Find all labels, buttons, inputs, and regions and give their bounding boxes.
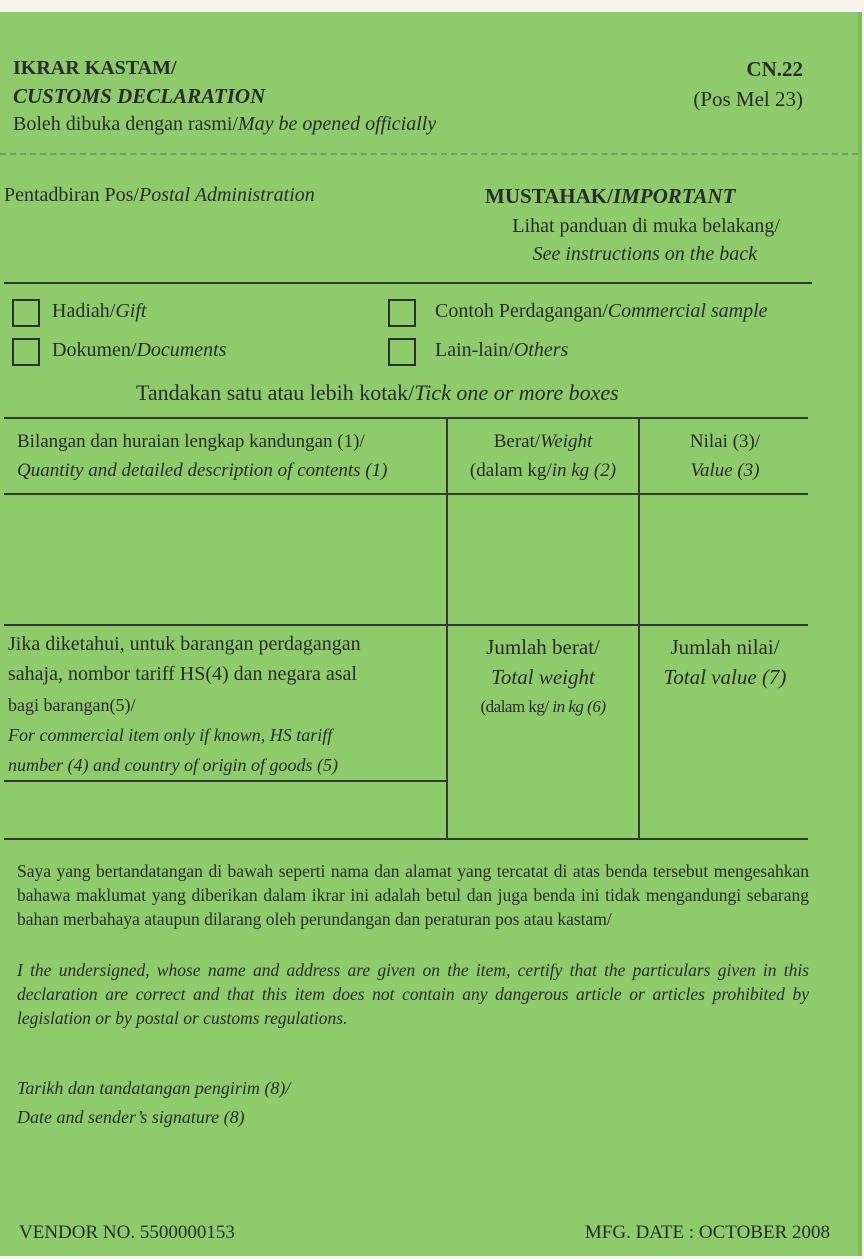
- total-weight-unit: [448, 697, 638, 717]
- hs-text-line3: bagi barangan(5)/: [8, 695, 136, 715]
- signature-area[interactable]: [17, 1137, 797, 1217]
- weight-entry-cell[interactable]: [449, 496, 636, 622]
- documents-label: [52, 339, 226, 362]
- sample-malay: Contoh Perdagangan/: [435, 300, 608, 322]
- opened-officially-note: [13, 113, 436, 136]
- total-weight-english: Total weight: [491, 665, 595, 689]
- documents-english: Documents: [136, 339, 227, 361]
- declaration-malay-text: Saya yang bertandatangan di bawah seperti nama dan alamat yang tercatat di atas benda tersebut mengesahkan bahawa maklumat yang diberikan dalam ikrar ini adalah betul dan juga benda ini tidak mengandungi sebarang bahan merbahaya ataupun dilarang oleh perundangan dan peraturan pos atau kastam/: [17, 861, 809, 929]
- important-title: [485, 184, 735, 209]
- table-header-rule: [4, 493, 808, 495]
- table-bottom-rule: [4, 838, 808, 840]
- gift-malay: Hadiah/: [52, 300, 116, 322]
- table-totals-rule: [4, 624, 808, 626]
- total-weight-unit-english: in kg (6): [548, 697, 606, 716]
- commercial-sample-checkbox[interactable]: [388, 299, 416, 327]
- weight-header-line1: [448, 431, 638, 453]
- commercial-sample-label: [435, 300, 768, 323]
- value-entry-cell[interactable]: [641, 496, 808, 622]
- weight-unit-english: in kg (2): [551, 460, 617, 481]
- others-english: Others: [513, 339, 569, 361]
- important-malay: MUSTAHAK/: [485, 184, 613, 208]
- documents-malay: Dokumen/: [52, 339, 137, 361]
- title-malay: IKRAR KASTAM/: [13, 57, 177, 79]
- others-checkbox[interactable]: [388, 338, 416, 366]
- hs-code-entry-cell[interactable]: [6, 783, 444, 836]
- contents-entry-cell[interactable]: [6, 496, 444, 622]
- total-value-malay: Jumlah nilai/: [670, 635, 780, 659]
- weight-malay: Berat/: [493, 431, 541, 452]
- instructions-line-english: See instructions on the back: [532, 243, 757, 265]
- hs-text-line4: For commercial item only if known, HS tariff: [8, 725, 333, 745]
- admin-malay: Pentadbiran Pos/: [4, 184, 139, 206]
- tick-instruction: [136, 380, 619, 406]
- declaration-english-text: I the undersigned, whose name and address are given on the item, certify that the particulars given in this declaration are correct and that this item does not contain any dangerous article or articles prohibited by legislation or by postal or customs regulations.: [17, 960, 809, 1028]
- form-code: CN.22: [746, 57, 803, 81]
- hs-text-line5: number (4) and country of origin of goods (5): [8, 755, 338, 775]
- gift-label: [52, 300, 146, 323]
- contents-header-english: Quantity and detailed description of contents (1): [17, 460, 388, 481]
- gift-english: Gift: [115, 300, 147, 322]
- signature-label-malay: Tarikh dan tandatangan pengirim (8)/: [17, 1078, 291, 1098]
- opened-english: May be opened officially: [237, 113, 437, 135]
- table-top-rule: [4, 417, 808, 419]
- instructions-line-malay: Lihat panduan di muka belakang/: [512, 215, 780, 237]
- hs-code-rule: [4, 780, 446, 782]
- rule-above-categories: [4, 282, 812, 284]
- form-reference: (Pos Mel 23): [693, 87, 803, 111]
- customs-declaration-form: [0, 12, 862, 1256]
- title-english: CUSTOMS DECLARATION: [13, 84, 266, 108]
- total-weight-malay: Jumlah berat/: [486, 635, 600, 659]
- postal-administration-label: [4, 184, 315, 207]
- manufacture-date: MFG. DATE : OCTOBER 2008: [584, 1222, 830, 1243]
- total-weight-unit-malay: (dalam kg/: [480, 697, 549, 716]
- vendor-number: VENDOR NO. 5500000153: [19, 1222, 235, 1243]
- weight-unit-malay: (dalam kg/: [469, 460, 552, 481]
- declaration-english: [17, 958, 809, 1030]
- opened-malay: Boleh dibuka dengan rasmi/: [13, 113, 238, 135]
- others-label: [435, 339, 568, 362]
- admin-english: Postal Administration: [139, 184, 315, 206]
- important-english: IMPORTANT: [612, 184, 736, 208]
- others-malay: Lain-lain/: [435, 339, 514, 361]
- declaration-malay: [17, 859, 809, 931]
- hs-text-line2: sahaja, nombor tariff HS(4) dan negara asal: [8, 663, 357, 685]
- weight-english: Weight: [540, 431, 593, 452]
- contents-header-malay: Bilangan dan huraian lengkap kandungan (1)/: [17, 431, 365, 452]
- sample-english: Commercial sample: [607, 300, 768, 322]
- weight-header-line2: [448, 460, 638, 482]
- documents-checkbox[interactable]: [12, 338, 40, 366]
- value-header-malay: Nilai (3)/: [689, 431, 761, 452]
- total-value-english: Total value (7): [663, 665, 787, 689]
- perforation-line: [0, 153, 858, 155]
- signature-label-english: Date and sender’s signature (8): [17, 1107, 245, 1127]
- tick-instruction-malay: Tandakan satu atau lebih kotak/: [136, 380, 415, 405]
- value-header-english: Value (3): [690, 460, 760, 481]
- hs-text-line1: Jika diketahui, untuk barangan perdagangan: [8, 633, 361, 655]
- tick-instruction-english: Tick one or more boxes: [414, 380, 619, 405]
- gift-checkbox[interactable]: [12, 299, 40, 327]
